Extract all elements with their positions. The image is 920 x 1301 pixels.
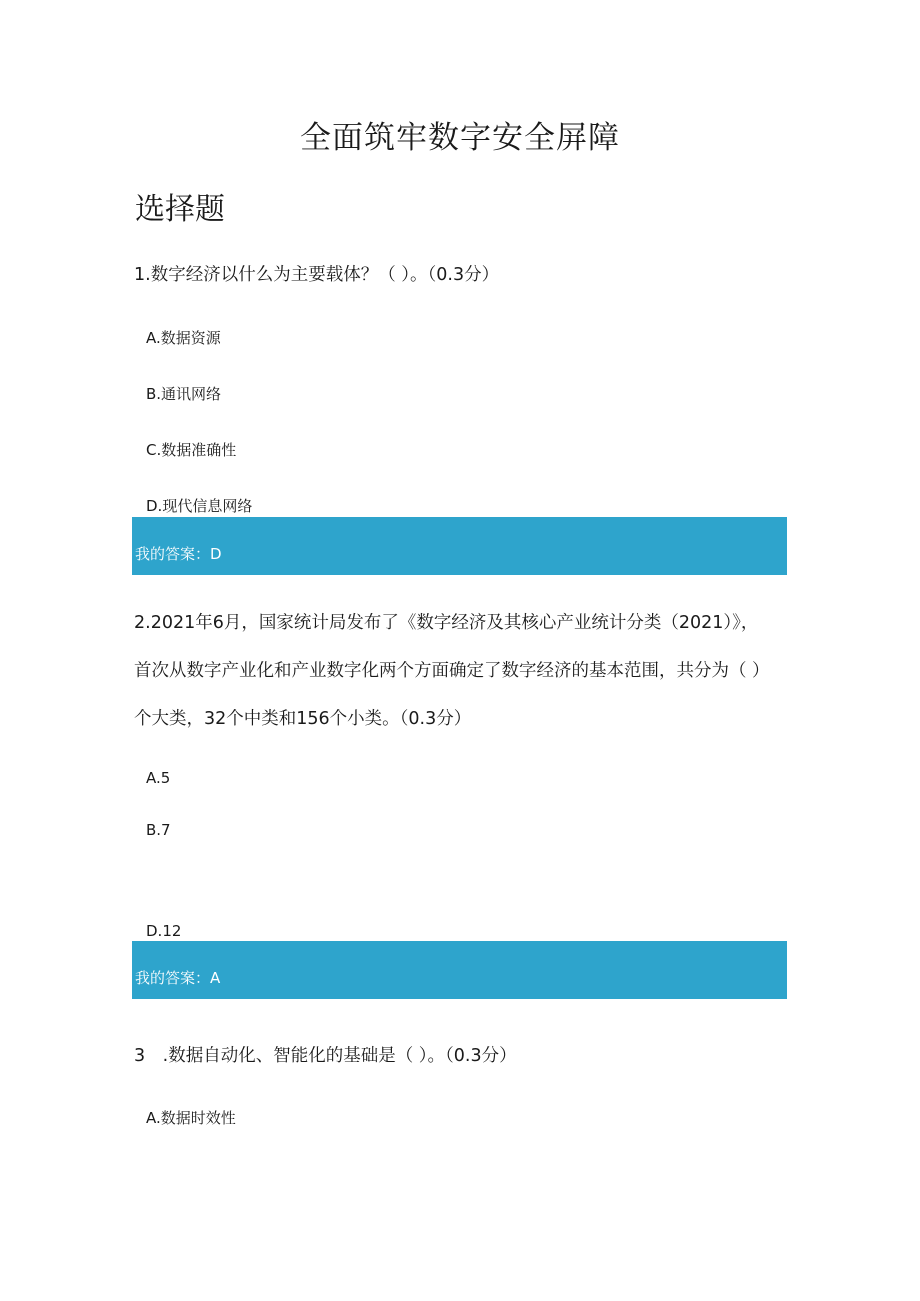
question-1-text: 1.数字经济以什么为主要载体？（ ）。（0.3分） [134,265,500,285]
question-2-text-line-1: 2.2021年6月，国家统计局发布了《数字经济及其核心产业统计分类（2021）》， [134,613,759,633]
answer-bar [132,517,787,575]
answer-bar [132,941,787,999]
page-title: 全面筑牢数字安全屏障 [300,120,620,156]
question-1-option-b[interactable]: B.通讯网络 [146,385,222,403]
question-1-option-d[interactable]: D.现代信息网络 [146,497,253,515]
question-3-option-a[interactable]: A.数据时效性 [146,1109,236,1127]
section-heading: 选择题 [135,192,225,227]
answer-text: 我的答案：A [135,969,221,987]
question-2-option-a[interactable]: A.5 [146,769,171,787]
question-3-text: 3 .数据自动化、智能化的基础是（ ）。（0.3分） [134,1046,517,1066]
question-2-text-line-3: 个大类，32个中类和156个小类。（0.3分） [134,709,472,729]
question-2-option-b[interactable]: B.7 [146,821,171,839]
question-1-option-c[interactable]: C.数据准确性 [146,441,237,459]
question-2-option-d[interactable]: D.12 [146,922,182,940]
answer-text: 我的答案：D [135,545,222,563]
question-1-option-a[interactable]: A.数据资源 [146,329,221,347]
question-2-text-line-2: 首次从数字产业化和产业数字化两个方面确定了数字经济的基本范围，共分为（ ） [134,661,770,681]
